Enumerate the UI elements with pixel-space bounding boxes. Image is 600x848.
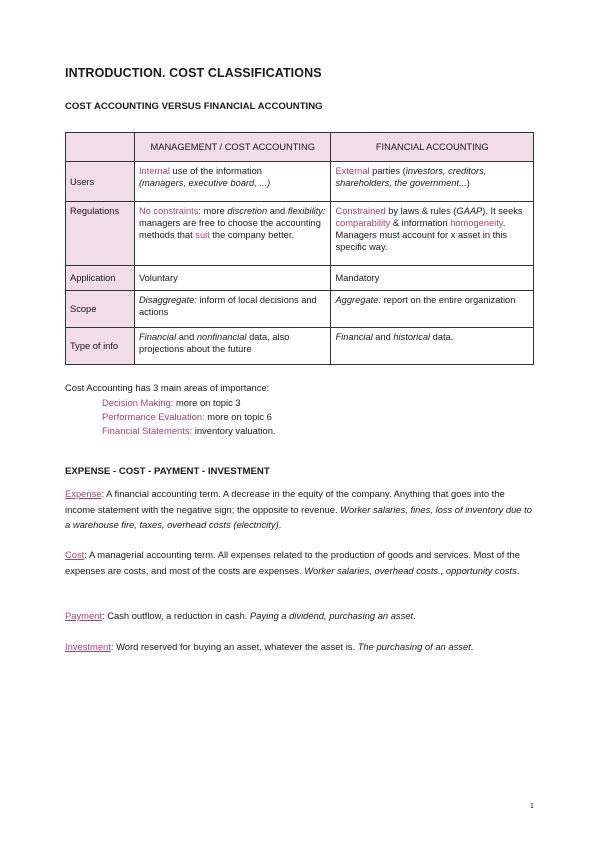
cost-definition: Cost: A managerial accounting term. All expenses related to the production of goods and services. Most of the expenses are costs, and most of the costs are expenses. Worker salaries, overhead costs., opportunity costs.	[65, 549, 520, 576]
page-number: 1	[530, 803, 534, 810]
cell-scope-financial: Aggregate: report on the entire organization	[331, 291, 534, 328]
investment-definition: Investment: Word reserved for buying an asset, whatever the asset is. The purchasing of an asset.	[65, 641, 474, 652]
areas-list	[102, 396, 276, 438]
table-row	[66, 162, 534, 202]
page-title: INTRODUCTION. COST CLASSIFICATIONS	[65, 66, 322, 80]
empty-header-cell	[66, 133, 135, 162]
section-subtitle: COST ACCOUNTING VERSUS FINANCIAL ACCOUNTING	[65, 101, 323, 112]
areas-intro: Cost Accounting has 3 main areas of importance:	[65, 382, 270, 393]
row-label-type-of-info: Type of info	[66, 328, 135, 365]
header-management: MANAGEMENT / COST ACCOUNTING	[134, 133, 331, 162]
table-header-row	[66, 133, 534, 162]
cell-info-financial: Financial and historical data.	[331, 328, 534, 365]
cell-regulations-financial: Constrained by laws & rules (GAAP). It seeks comparability & information homogeneity. Managers must account for x asset in this specific way.	[331, 202, 534, 266]
cell-application-financial: Mandatory	[331, 266, 534, 291]
list-item: Decision Making: more on topic 3	[102, 397, 241, 408]
list-item: Financial Statements: inventory valuation.	[102, 425, 276, 436]
list-item: Performance Evaluation: more on topic 6	[102, 411, 272, 422]
table-row	[66, 202, 534, 266]
header-financial: FINANCIAL ACCOUNTING	[331, 133, 534, 162]
cell-application-management: Voluntary	[134, 266, 331, 291]
cell-users-management: Internal use of the information (managers, executive board, ...)	[134, 162, 331, 202]
cell-info-management: Financial and nonfinancial data, also projections about the future	[134, 328, 331, 365]
cell-users-financial: External parties (investors, creditors, shareholders, the government...)	[331, 162, 534, 202]
table-row	[66, 328, 534, 365]
cell-scope-management: Disaggregate: inform of local decisions and actions	[134, 291, 331, 328]
table-row	[66, 291, 534, 328]
payment-definition: Payment: Cash outflow, a reduction in cash. Paying a dividend, purchasing an asset.	[65, 610, 416, 621]
row-label-users: Users	[66, 162, 135, 202]
table-row	[66, 266, 534, 291]
section-heading: EXPENSE - COST - PAYMENT - INVESTMENT	[65, 466, 270, 477]
comparison-table	[65, 132, 534, 365]
row-label-application: Application	[66, 266, 135, 291]
cell-regulations-management: No constraints: more discretion and flexibility: managers are free to choose the accounting methods that suit the company better.	[134, 202, 331, 266]
row-label-regulations: Regulations	[66, 202, 135, 266]
row-label-scope: Scope	[66, 291, 135, 328]
expense-definition: Expense: A financial accounting term. A decrease in the equity of the company. Anything that goes into the income statement with the negative sign; the opposite to revenue. Worker salaries, fines, loss of inventory due to a warehouse fire, taxes, overhead costs (electricity).	[65, 488, 532, 530]
